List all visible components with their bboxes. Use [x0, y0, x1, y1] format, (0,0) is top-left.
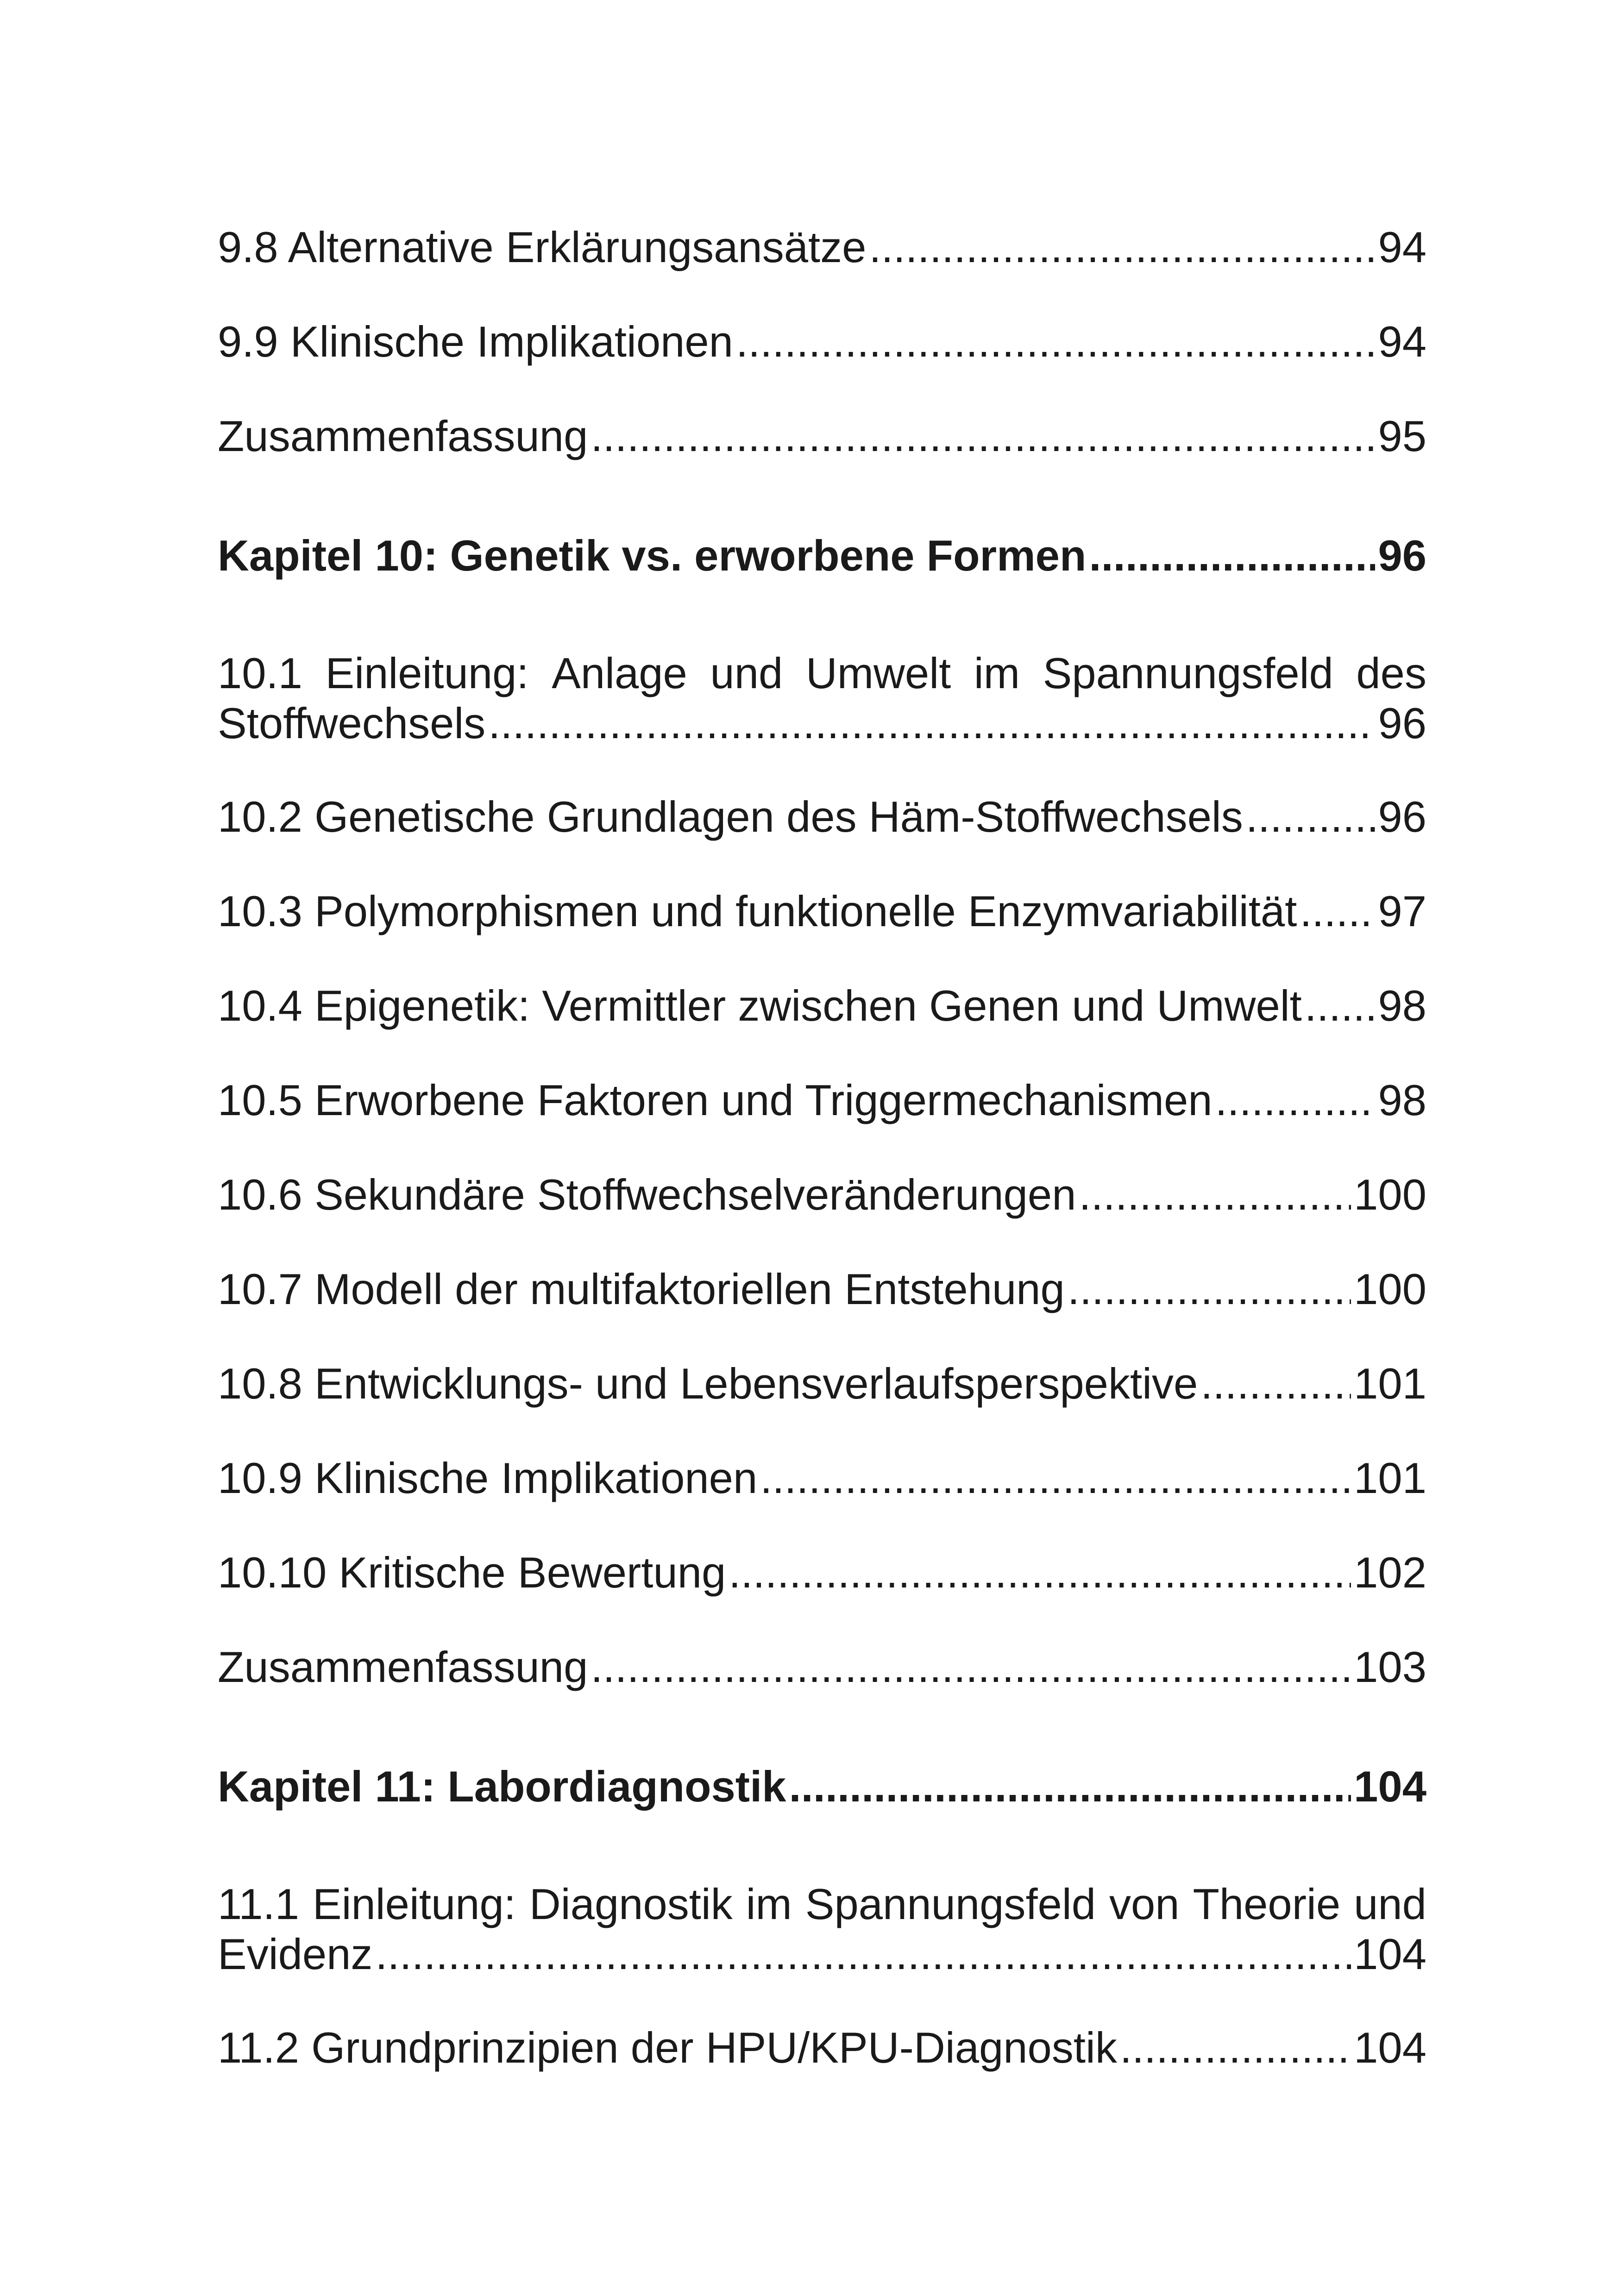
dot-leader: [591, 1642, 1351, 1692]
toc-entry: [218, 1170, 1426, 1220]
toc-entry: [218, 886, 1426, 936]
toc-entry-title: Zusammenfassung: [218, 412, 588, 460]
toc-entry-title: Kapitel 10: Genetik vs. erworbene Formen: [218, 531, 1087, 580]
toc-entry-page-number: 98: [1378, 1076, 1426, 1124]
toc-entry-title: 10.9 Klinische Implikationen: [218, 1454, 758, 1502]
dot-leader: [1200, 1359, 1351, 1409]
toc-entry: [218, 981, 1426, 1031]
toc-entry-title: Kapitel 11: Labordiagnostik: [218, 1762, 786, 1811]
dot-leader: [1305, 981, 1376, 1031]
toc-entry-title: Zusammenfassung: [218, 1643, 588, 1691]
toc-entry-page-number: 96: [1378, 699, 1426, 747]
toc-entry-page-number: 104: [1354, 2023, 1426, 2072]
toc-entry: [218, 2023, 1426, 2073]
toc-entry: [218, 222, 1426, 272]
dot-leader: [729, 1548, 1351, 1598]
dot-leader: [760, 1453, 1351, 1503]
toc-entry-page-number: 104: [1354, 1762, 1426, 1811]
toc-entry: [218, 1453, 1426, 1503]
dot-leader: [375, 1929, 1351, 1979]
dot-leader: [1089, 531, 1375, 581]
toc-entry-title: Evidenz: [218, 1930, 373, 1978]
toc-entry-page-number: 102: [1354, 1548, 1426, 1597]
toc-entry: [218, 1548, 1426, 1598]
toc-entry-title: 10.4 Epigenetik: Vermittler zwischen Genen und Umwelt: [218, 981, 1302, 1030]
toc-entry-title: 10.5 Erworbene Faktoren und Triggermechanismen: [218, 1076, 1213, 1124]
toc-entry-page-number: 103: [1354, 1643, 1426, 1691]
toc-entry-page-number: 95: [1378, 412, 1426, 460]
dot-leader: [488, 698, 1375, 748]
dot-leader: [869, 222, 1375, 272]
dot-leader: [1068, 1264, 1351, 1314]
toc-entry: [218, 317, 1426, 367]
toc-entry: [218, 1359, 1426, 1409]
toc-entry-page-number: 101: [1354, 1454, 1426, 1502]
toc-entry-page-number: 94: [1378, 223, 1426, 271]
toc-entry-page-number: 94: [1378, 317, 1426, 366]
toc-entry-title: 9.8 Alternative Erklärungsansätze: [218, 223, 867, 271]
toc-entry-title: 10.10 Kritische Bewertung: [218, 1548, 726, 1597]
toc-entry-page-number: 97: [1378, 887, 1426, 935]
toc-entry-title: 9.9 Klinische Implikationen: [218, 317, 733, 366]
dot-leader: [1215, 1075, 1376, 1125]
toc-entry: [218, 792, 1426, 842]
dot-leader: [1300, 886, 1375, 936]
toc-chapter-entry: [218, 531, 1426, 581]
toc-entry-page-number: 96: [1378, 792, 1426, 841]
toc-entry-title: 10.6 Sekundäre Stoffwechselveränderungen: [218, 1170, 1076, 1219]
table-of-contents: [218, 0, 1426, 2296]
toc-entry-page-number: 96: [1378, 531, 1426, 580]
toc-entry-title: 10.7 Modell der multifaktoriellen Entstehung: [218, 1265, 1065, 1313]
toc-entry-page-number: 100: [1354, 1170, 1426, 1219]
toc-entry-title: 10.3 Polymorphismen und funktionelle Enzymvariabilität: [218, 887, 1297, 935]
toc-entry: [218, 648, 1426, 748]
toc-entry-title-line1: 10.1 Einleitung: Anlage und Umwelt im Spannungsfeld des: [218, 649, 1426, 697]
toc-entry-title-line1: 11.1 Einleitung: Diagnostik im Spannungsfeld von Theorie und: [218, 1880, 1426, 1928]
toc-entry: [218, 1642, 1426, 1692]
toc-entry: [218, 1264, 1426, 1314]
toc-entry-page-number: 104: [1354, 1930, 1426, 1978]
dot-leader: [736, 317, 1375, 367]
dot-leader: [789, 1762, 1351, 1812]
toc-entry-page-number: 98: [1378, 981, 1426, 1030]
dot-leader: [1079, 1170, 1351, 1220]
toc-entry-title: 11.2 Grundprinzipien der HPU/KPU-Diagnostik: [218, 2023, 1117, 2072]
toc-chapter-entry: [218, 1762, 1426, 1812]
dot-leader: [1246, 792, 1376, 842]
dot-leader: [591, 411, 1375, 461]
toc-entry-title: 10.8 Entwicklungs- und Lebensverlaufsperspektive: [218, 1359, 1198, 1408]
toc-entry-title: Stoffwechsels: [218, 699, 486, 747]
toc-entry: [218, 1879, 1426, 1979]
toc-entry: [218, 1075, 1426, 1125]
toc-entry-page-number: 100: [1354, 1265, 1426, 1313]
toc-entry-page-number: 101: [1354, 1359, 1426, 1408]
toc-entry: [218, 411, 1426, 461]
dot-leader: [1120, 2023, 1351, 2073]
toc-entry-title: 10.2 Genetische Grundlagen des Häm-Stoffwechsels: [218, 792, 1243, 841]
